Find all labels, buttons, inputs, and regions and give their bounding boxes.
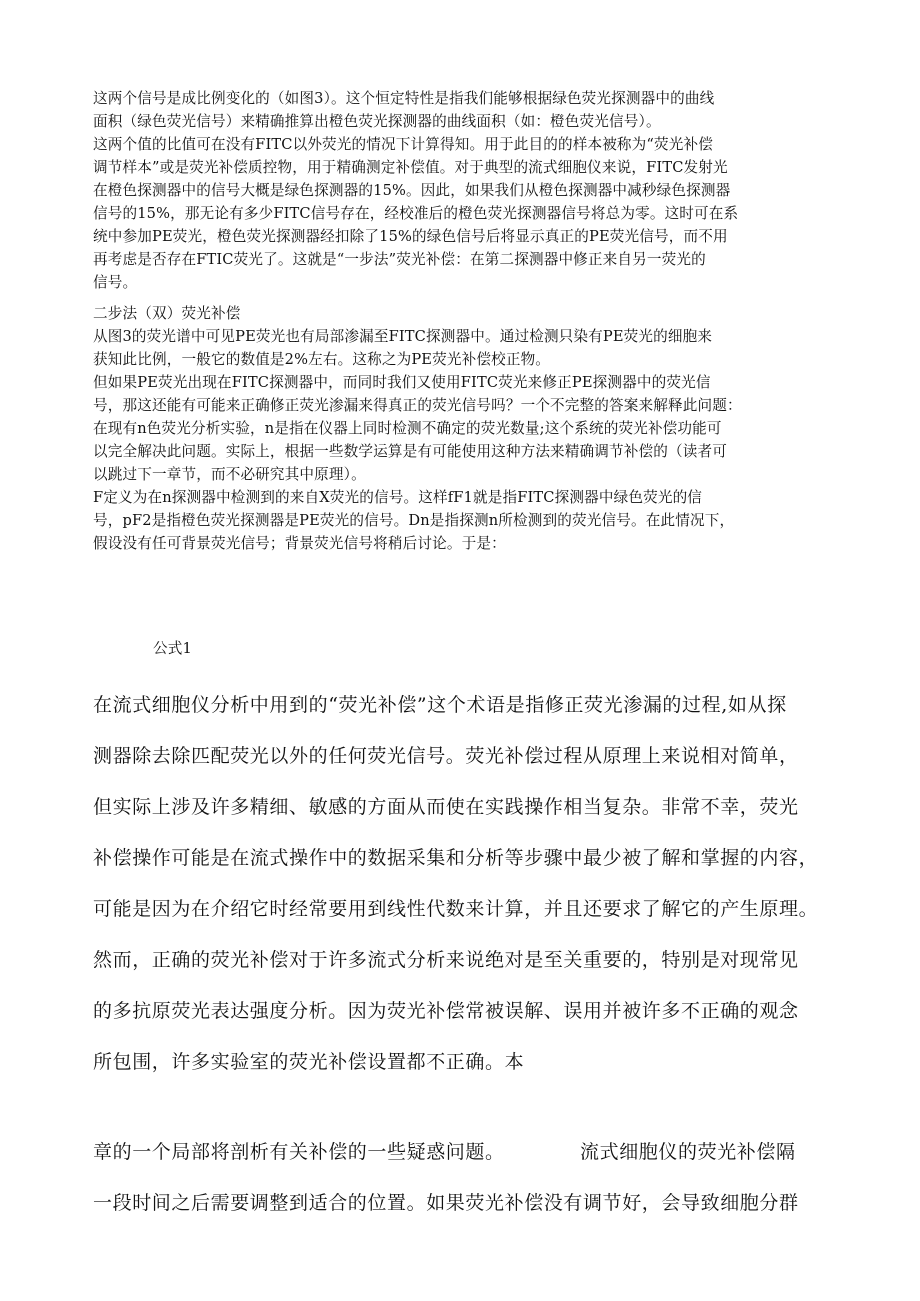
paragraph-line: 面积（绿色荧光信号）来精确推算出橙色荧光探测器的曲线面积（如：橙色荧光信号）。 — [93, 113, 661, 130]
paragraph-line: 的多抗原荧光表达强度分析。因为荧光补偿常被误解、误用并被许多不正确的观念 — [93, 1000, 799, 1022]
paragraph-line: 调节样本”或是荧光补偿质控物，用于精确测定补偿值。对于典型的流式细胞仪来说，FITC发射光 — [93, 159, 728, 176]
paragraph-line: 可能是因为在介绍它时经常要用到线性代数来计算，并且还要求了解它的产生原理。 — [93, 898, 819, 920]
paragraph-line: 再考虑是否存在FTIC荧光了。这就是“一步法”荧光补偿：在第二探测器中修正来自另一荧光的 — [93, 251, 706, 268]
formula-label: 公式1 — [153, 640, 192, 657]
paragraph-line: 获知此比例，一般它的数值是2%左右。这称之为PE荧光补偿校正物。 — [93, 351, 551, 368]
paragraph-line: 然而，正确的荧光补偿对于许多流式分析来说绝对是至关重要的，特别是对现常见 — [93, 949, 799, 971]
paragraph-line: 在现有n色荧光分析实验，n是指在仪器上同时检测不确定的荧光数量;这个系统的荧光补偿功能可 — [93, 420, 722, 437]
paragraph-line: 在流式细胞仪分析中用到的“荧光补偿”这个术语是指修正荧光渗漏的过程,如从探 — [93, 694, 787, 716]
paragraph-line: 所包围，许多实验室的荧光补偿设置都不正确。本 — [93, 1051, 525, 1073]
paragraph-line: 信号。 — [93, 274, 138, 291]
paragraph-line: 假设没有任可背景荧光信号；背景荧光信号将稍后讨论。于是： — [93, 535, 506, 552]
paragraph-line-right: 流式细胞仪的荧光补偿隔 — [580, 1141, 796, 1163]
paragraph-line: 补偿操作可能是在流式操作中的数据采集和分析等步骤中最少被了解和掌握的内容， — [93, 847, 819, 869]
section-heading: 二步法（双）荧光补偿 — [93, 305, 241, 322]
paragraph-line: 从图3的荧光谱中可见PE荧光也有局部渗漏至FITC探测器中。通过检测只染有PE荧光的细胞来 — [93, 328, 713, 345]
paragraph-line: 信号的15%，那无论有多少FITC信号存在，经校准后的橙色荧光探测器信号将总为零。这时可在系 — [93, 205, 739, 222]
paragraph-line: 这两个信号是成比例变化的（如图3）。这个恒定特性是指我们能够根据绿色荧光探测器中的曲线 — [93, 90, 715, 107]
paragraph-line: F定义为在n探测器中检测到的来自X荧光的信号。这样fF1就是指FITC探测器中绿色荧光的信 — [93, 489, 703, 506]
paragraph-line: 统中参加PE荧光，橙色荧光探测器经扣除了15%的绿色信号后将显示真正的PE荧光信号，而不用 — [93, 228, 728, 245]
paragraph-line: 号，那这还能有可能来正确修正荧光渗漏来得真正的荧光信号吗？一个不完整的答案来解释此问题： — [93, 397, 742, 414]
paragraph-line: 号，pF2是指橙色荧光探测器是PE荧光的信号。Dn是指探测n所检测到的荧光信号。在此情况下， — [93, 512, 735, 529]
paragraph-line: 但实际上涉及许多精细、敏感的方面从而使在实践操作相当复杂。非常不幸，荧光 — [93, 796, 799, 818]
paragraph-line-left: 章的一个局部将剖析有关补偿的一些疑惑问题。 — [93, 1141, 505, 1163]
paragraph-line: 但如果PE荧光出现在FITC探测器中，而同时我们又使用FITC荧光来修正PE探测器中的荧光信 — [93, 374, 711, 391]
paragraph-line: 测器除去除匹配荧光以外的任何荧光信号。荧光补偿过程从原理上来说相对简单， — [93, 745, 799, 767]
paragraph-line: 以完全解决此问题。实际上，根据一些数学运算是有可能使用这种方法来精确调节补偿的（读者可 — [93, 443, 727, 460]
paragraph-line: 这两个值的比值可在没有FITC以外荧光的情况下计算得知。用于此目的的样本被称为“荧光补偿 — [93, 136, 714, 153]
paragraph-line: 一段时间之后需要调整到适合的位置。如果荧光补偿没有调节好，会导致细胞分群 — [93, 1192, 799, 1214]
paragraph-line: 以跳过下一章节，而不必研究其中原理）。 — [93, 466, 366, 483]
paragraph-line: 在橙色探测器中的信号大概是绿色探测器的15%。因此，如果我们从橙色探测器中减秒绿色探测器 — [93, 182, 731, 199]
